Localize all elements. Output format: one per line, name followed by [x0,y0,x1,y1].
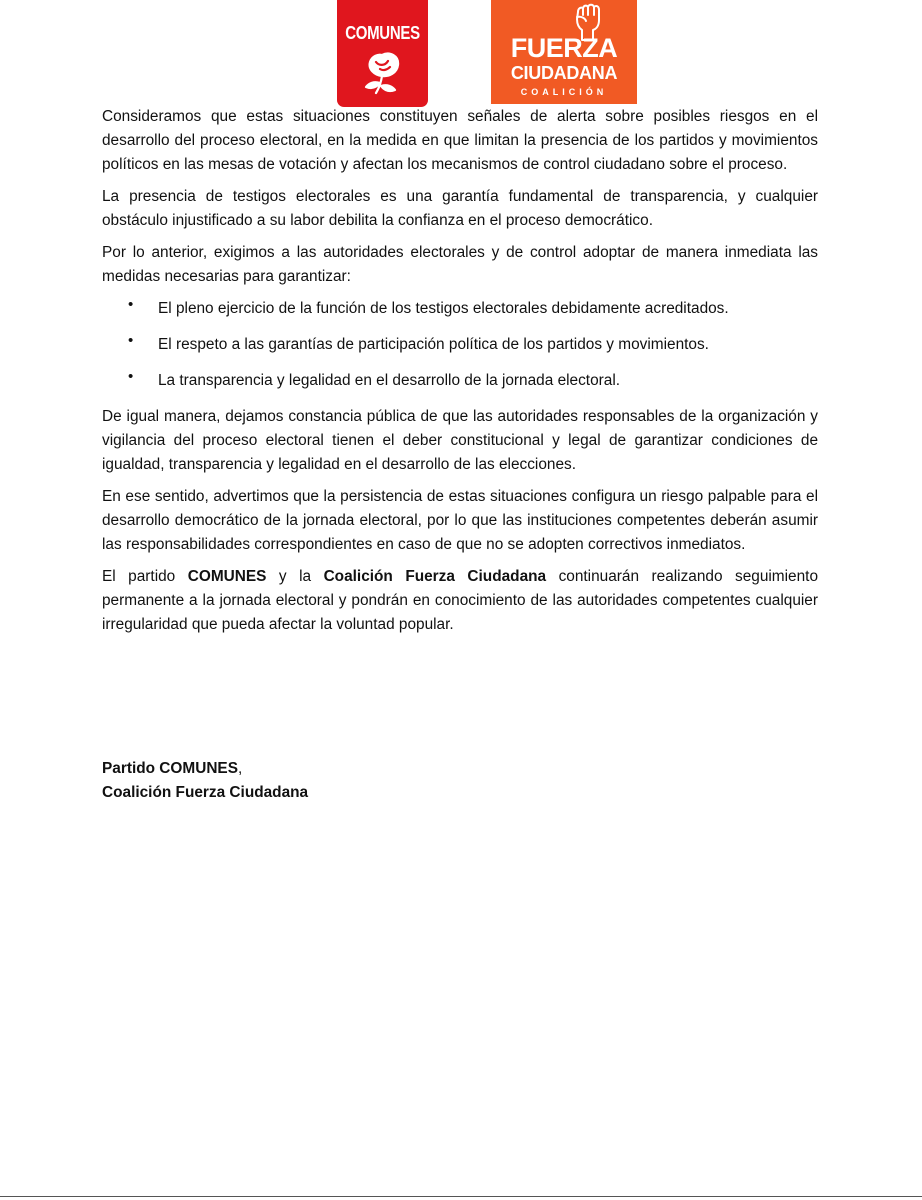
paragraph-6-text-a: El partido [102,568,188,585]
letter-body [102,105,818,645]
paragraph-1: Consideramos que estas situaciones constituyen señales de alerta sobre posibles riesgos en el desarrollo del proceso electoral, en la medida en que limitan la presencia de los partidos y movimientos políticos en las mesas de votación y afectan los mecanismos de control ciudadano sobre el proceso. [102,108,818,173]
signature-line-1 [102,757,308,781]
rose-icon [360,46,405,96]
list-item-text: El pleno ejercicio de la función de los testigos electorales debidamente acreditados. [158,300,729,317]
signature-party: Partido COMUNES [102,760,238,777]
bullet-icon: • [128,332,134,349]
bottom-divider [0,1196,922,1197]
list-item-text: El respeto a las garantías de participación política de los partidos y movimientos. [158,336,709,353]
list-item [102,369,818,393]
fuerza-logo-line1: FUERZA [510,33,618,63]
comunes-logo-text: COMUNES [345,22,420,45]
list-item [102,297,818,321]
signature-comma: , [237,760,243,777]
signature-line-2 [102,781,308,805]
list-item-text: La transparencia y legalidad en el desarrollo de la jornada electoral. [158,372,621,389]
paragraph-3: Por lo anterior, exigimos a las autoridades electorales y de control adoptar de manera inmediata las medidas necesarias para garantizar: [102,244,818,285]
fuerza-logo-line2: CIUDADANA [510,63,618,83]
demands-list [102,297,818,393]
paragraph-6-text-b: y la [266,568,324,585]
paragraph-5: En ese sentido, advertimos que la persistencia de estas situaciones configura un riesgo palpable para el desarrollo democrático de la jornada electoral, por lo que las instituciones competentes deberán asumir las responsabilidades correspondientes en caso de que no se adopten correctivos inmediatos. [102,488,818,553]
fuerza-ciudadana-logo [491,0,637,104]
paragraph-6-text-c: continuarán realizando seguimiento permanente a la jornada electoral y pondrán en conocimiento de las autoridades competentes cualquier irregularidad que pueda afectar la voluntad popular. [102,568,819,633]
paragraph-6-bold-comunes: COMUNES [187,568,267,585]
bullet-icon: • [128,296,134,313]
fuerza-logo-line3: COALICIÓN [520,87,608,97]
signature-coalition: Coalición Fuerza Ciudadana [102,784,309,801]
paragraph-4: De igual manera, dejamos constancia pública de que las autoridades responsables de la organización y vigilancia del proceso electoral tienen el deber constitucional y legal de garantizar condiciones de igualdad, transparencia y legalidad en el desarrollo de las elecciones. [102,408,818,473]
paragraph-6-bold-coalicion: Coalición Fuerza Ciudadana [323,568,547,585]
paragraph-2: La presencia de testigos electorales es una garantía fundamental de transparencia, y cualquier obstáculo injustificado a su labor debilita la confianza en el proceso democrático. [102,188,818,229]
list-item [102,333,818,357]
signature-block [102,757,308,805]
comunes-logo [337,0,428,107]
paragraph-6 [102,565,818,637]
bullet-icon: • [128,368,134,385]
